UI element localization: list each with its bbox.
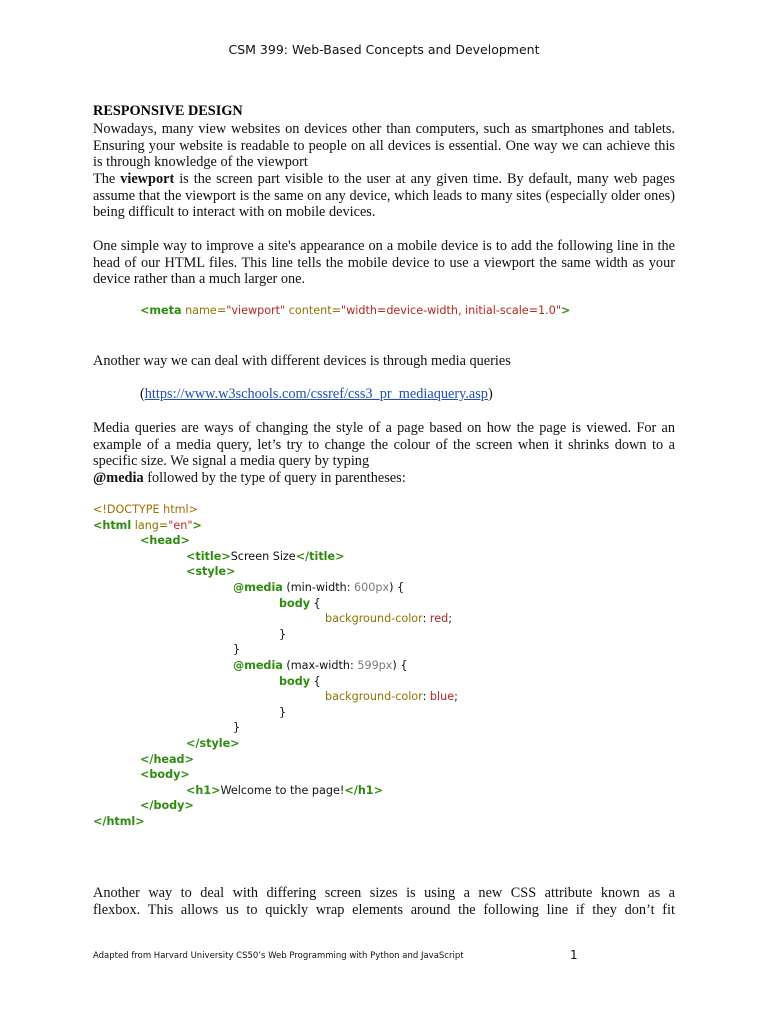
paragraph-media-queries: Media queries are ways of changing the style of a page based on how the page is viewed. For an example of a media query, let’s try to change the colour of the screen when it shrinks down to a specific size. We signal a media query by typing (93, 420, 675, 470)
code-line (93, 502, 458, 518)
code-token: 600px (354, 580, 390, 594)
code-token: { (310, 674, 321, 688)
code-token: </html> (93, 814, 145, 828)
code-token: red (429, 612, 449, 626)
code-meta-viewport (140, 303, 570, 319)
page-header: CSM 399: Web-Based Concepts and Development (228, 42, 540, 57)
code-token: <style> (186, 565, 236, 579)
code-line (93, 674, 458, 690)
code-line (93, 564, 458, 580)
code-line (93, 752, 458, 768)
reference-line (140, 386, 493, 403)
code-token: { (310, 596, 321, 610)
code-line (93, 736, 458, 752)
code-line (93, 580, 458, 596)
text-segment: is the screen part visible to the user at any given time. By default, many web pages assume that the viewport is the same on any device, which leads to many sites (especially older ones) being difficult to interact with on mobile devices. (93, 171, 675, 221)
code-line (93, 798, 458, 814)
code-token: background-color (325, 690, 423, 704)
code-token: @media (233, 658, 283, 672)
code-token: } (279, 705, 287, 719)
code-block-media-query (93, 502, 458, 829)
code-token: background-color (325, 612, 423, 626)
code-token: : (422, 612, 430, 626)
keyword-media: @media (93, 470, 144, 486)
paragraph-meta-intro: One simple way to improve a site's appearance on a mobile device is to add the following line in the head of our HTML files. This line tells the mobile device to use a viewport the same width as your device rather than a much larger one. (93, 238, 675, 288)
code-token: "en" (168, 518, 193, 532)
code-token: lang= (131, 518, 169, 532)
paragraph-flexbox (93, 885, 675, 918)
code-token: </head> (140, 752, 194, 766)
code-line (93, 767, 458, 783)
code-token: } (279, 627, 287, 641)
code-token: blue (429, 690, 455, 704)
code-token: </body> (140, 799, 194, 813)
code-token: ) { (392, 658, 408, 672)
code-token: ; (448, 612, 453, 626)
keyword-viewport: viewport (120, 171, 175, 187)
text-line: Another way to deal with differing screen sizes is using a new CSS attribute known as a (93, 885, 675, 901)
code-line (93, 783, 458, 799)
code-token: 599px (357, 658, 393, 672)
code-line (93, 705, 458, 721)
code-token: <h1> (186, 783, 221, 797)
code-line (93, 642, 458, 658)
code-token: Welcome to the page! (220, 783, 345, 797)
w3schools-link[interactable]: https://www.w3schools.com/cssref/css3_pr_mediaquery.asp (144, 386, 488, 402)
code-token: ; (454, 690, 458, 704)
code-token: "width=device-width, initial-scale=1.0" (340, 304, 561, 317)
code-line (93, 611, 458, 627)
paragraph-viewport (93, 171, 675, 221)
code-token: @media (233, 580, 283, 594)
code-token: (min-width: (282, 580, 355, 594)
code-line (93, 533, 458, 549)
section-heading: RESPONSIVE DESIGN (93, 103, 243, 119)
code-token: </style> (186, 736, 240, 750)
paragraph-media-intro: Another way we can deal with different devices is through media queries (93, 353, 511, 369)
code-token: : (422, 690, 430, 704)
page-number: 1 (570, 948, 578, 962)
code-token: (max-width: (282, 658, 358, 672)
code-token: <head> (140, 534, 190, 548)
paren-close: ) (487, 386, 493, 402)
code-token: > (561, 304, 571, 317)
code-token: content= (285, 304, 341, 317)
footer-credit: Adapted from Harvard University CS50’s Web Programming with Python and JavaScript (93, 951, 464, 961)
code-token: } (233, 643, 241, 657)
paragraph-media-syntax (93, 470, 406, 487)
code-token: } (233, 721, 241, 735)
text-segment: followed by the type of query in parentheses: (143, 470, 406, 486)
paragraph-intro: Nowadays, many view websites on devices other than computers, such as smartphones and tablets. Ensuring your website is readable to people on all devices is essential. One way we can achieve this is through knowledge of the viewport (93, 121, 675, 171)
paren-open: ( (140, 386, 145, 402)
code-line (93, 720, 458, 736)
text-segment: The (93, 171, 121, 187)
code-token: name= (181, 304, 227, 317)
text-line: flexbox. This allows us to quickly wrap elements around the following line if they don’t fit (93, 901, 675, 918)
code-line (93, 814, 458, 830)
code-token: <meta (140, 304, 182, 317)
code-line (93, 549, 458, 565)
code-token: "viewport" (226, 304, 286, 317)
code-token: <html (93, 518, 132, 532)
code-line (93, 689, 458, 705)
code-token: ) { (389, 580, 405, 594)
code-line (93, 658, 458, 674)
code-token: </title> (295, 549, 345, 563)
code-token: body (279, 596, 310, 610)
code-token: <body> (140, 768, 190, 782)
code-token: </h1> (344, 783, 383, 797)
code-line (93, 518, 458, 534)
code-token: body (279, 674, 310, 688)
code-line (93, 627, 458, 643)
code-token: <title> (186, 549, 231, 563)
code-line (93, 596, 458, 612)
code-token: Screen Size (230, 549, 296, 563)
code-token: > (192, 518, 202, 532)
code-token: <!DOCTYPE html> (93, 503, 198, 516)
